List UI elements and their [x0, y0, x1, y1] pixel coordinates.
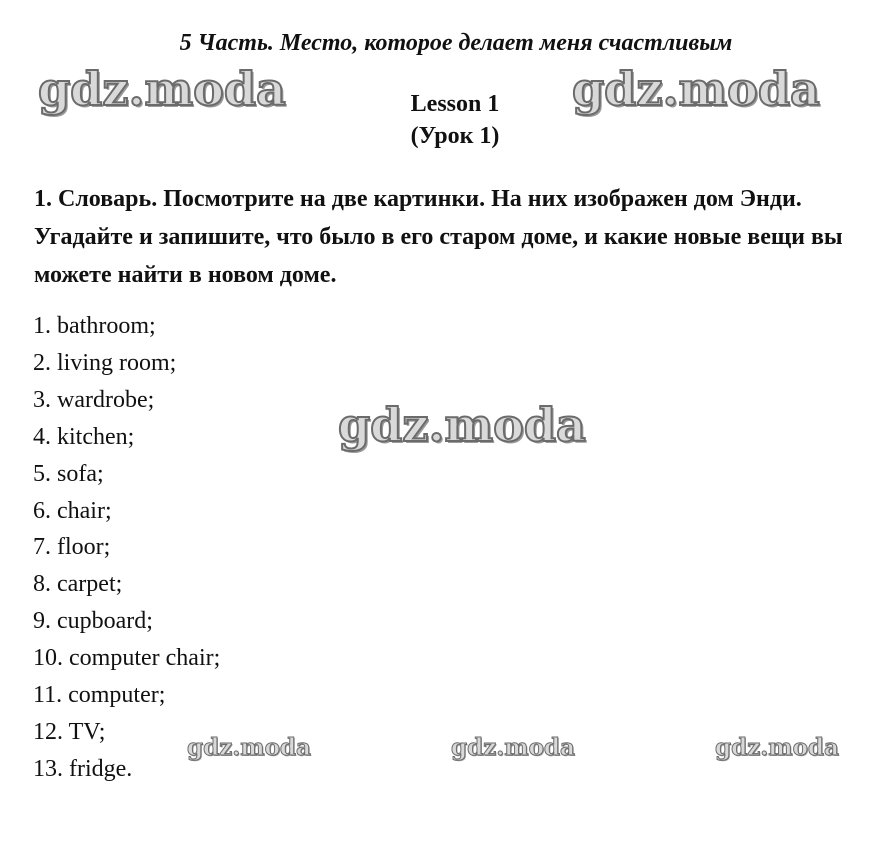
list-item: 13. fridge.: [33, 755, 133, 782]
lesson-title: Lesson 1: [410, 91, 500, 117]
list-item: 12. TV;: [33, 718, 106, 745]
list-item: 1. bathroom;: [33, 313, 156, 339]
list-item: 5. sofa;: [33, 460, 104, 487]
lesson-subtitle: (Урок 1): [410, 123, 500, 149]
list-item: 11. computer;: [33, 682, 166, 709]
list-item: 3. wardrobe;: [33, 386, 155, 413]
list-item: 8. carpet;: [33, 571, 123, 598]
list-item: 9. cupboard;: [33, 608, 153, 635]
watermark-bottom-left: gdz.moda: [187, 734, 311, 761]
watermark-center: gdz.moda: [338, 398, 586, 452]
list-item: 4. kitchen;: [33, 423, 135, 450]
lesson-heading: [0, 88, 882, 152]
list-item: 7. floor;: [33, 534, 111, 561]
list-item: 6. chair;: [33, 497, 112, 524]
watermark-top-left: gdz.moda: [38, 62, 286, 116]
vocabulary-list: [33, 308, 220, 788]
task-instructions: 1. Словарь. Посмотрите на две картинки. На них изображен дом Энди. Угадайте и запишите, что было в его старом доме, и какие новые вещи вы можете найти в новом доме.: [34, 186, 843, 288]
list-item: 2. living room;: [33, 349, 177, 376]
watermark-top-right: gdz.moda: [572, 62, 820, 116]
list-item: 10. computer chair;: [33, 645, 221, 672]
watermark-bottom-center: gdz.moda: [451, 734, 575, 761]
watermark-bottom-right: gdz.moda: [715, 734, 839, 761]
part-title: 5 Часть. Место, которое делает меня счастливым: [179, 30, 733, 56]
